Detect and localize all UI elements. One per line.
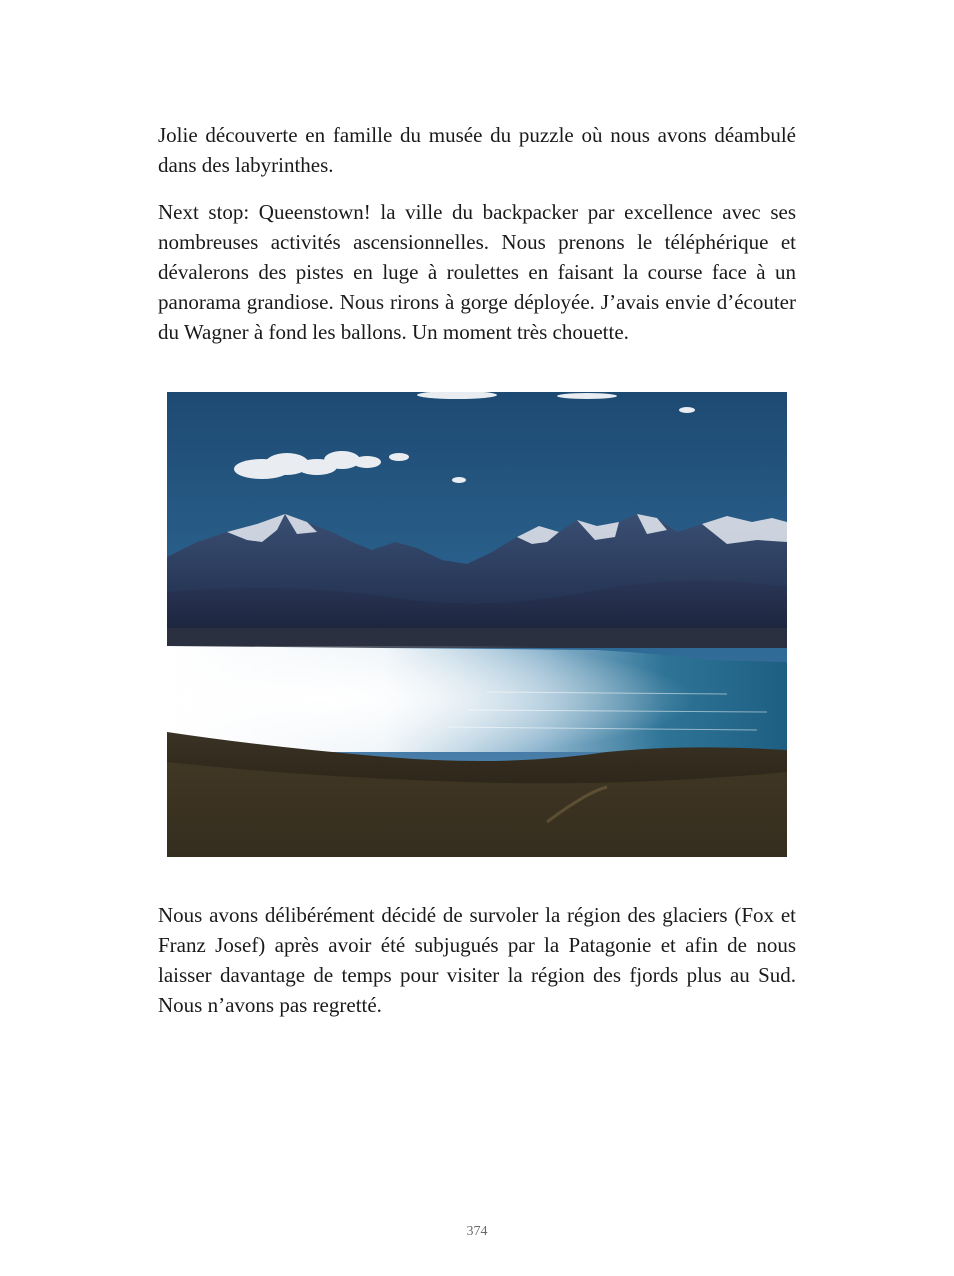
page-number: 374 bbox=[466, 1224, 488, 1239]
paragraph-glaciers: Nous avons délibérément décidé de survoler la région des glaciers (Fox et Franz Josef) après avoir été subjugués par la Patagonie et afin de nous laisser davantage de temps pour visiter la région des fjords plus au Sud. Nous n’avons pas regretté. bbox=[158, 903, 796, 1017]
paragraph-queenstown: Next stop: Queenstown! la ville du backpacker par excellence avec ses nombreuses activités ascensionnelles. Nous prenons le téléphérique et dévalerons des pistes en luge à roulettes en faisant la course face à un panorama grandiose. Nous rirons à gorge déployée. J’avais envie d’écouter du Wagner à fond les ballons. Un moment très chouette. bbox=[158, 200, 796, 344]
lake-mountain-photo bbox=[167, 392, 787, 857]
paragraph-puzzle-museum: Jolie découverte en famille du musée du puzzle où nous avons déambulé dans des labyrinthes. bbox=[158, 123, 796, 177]
